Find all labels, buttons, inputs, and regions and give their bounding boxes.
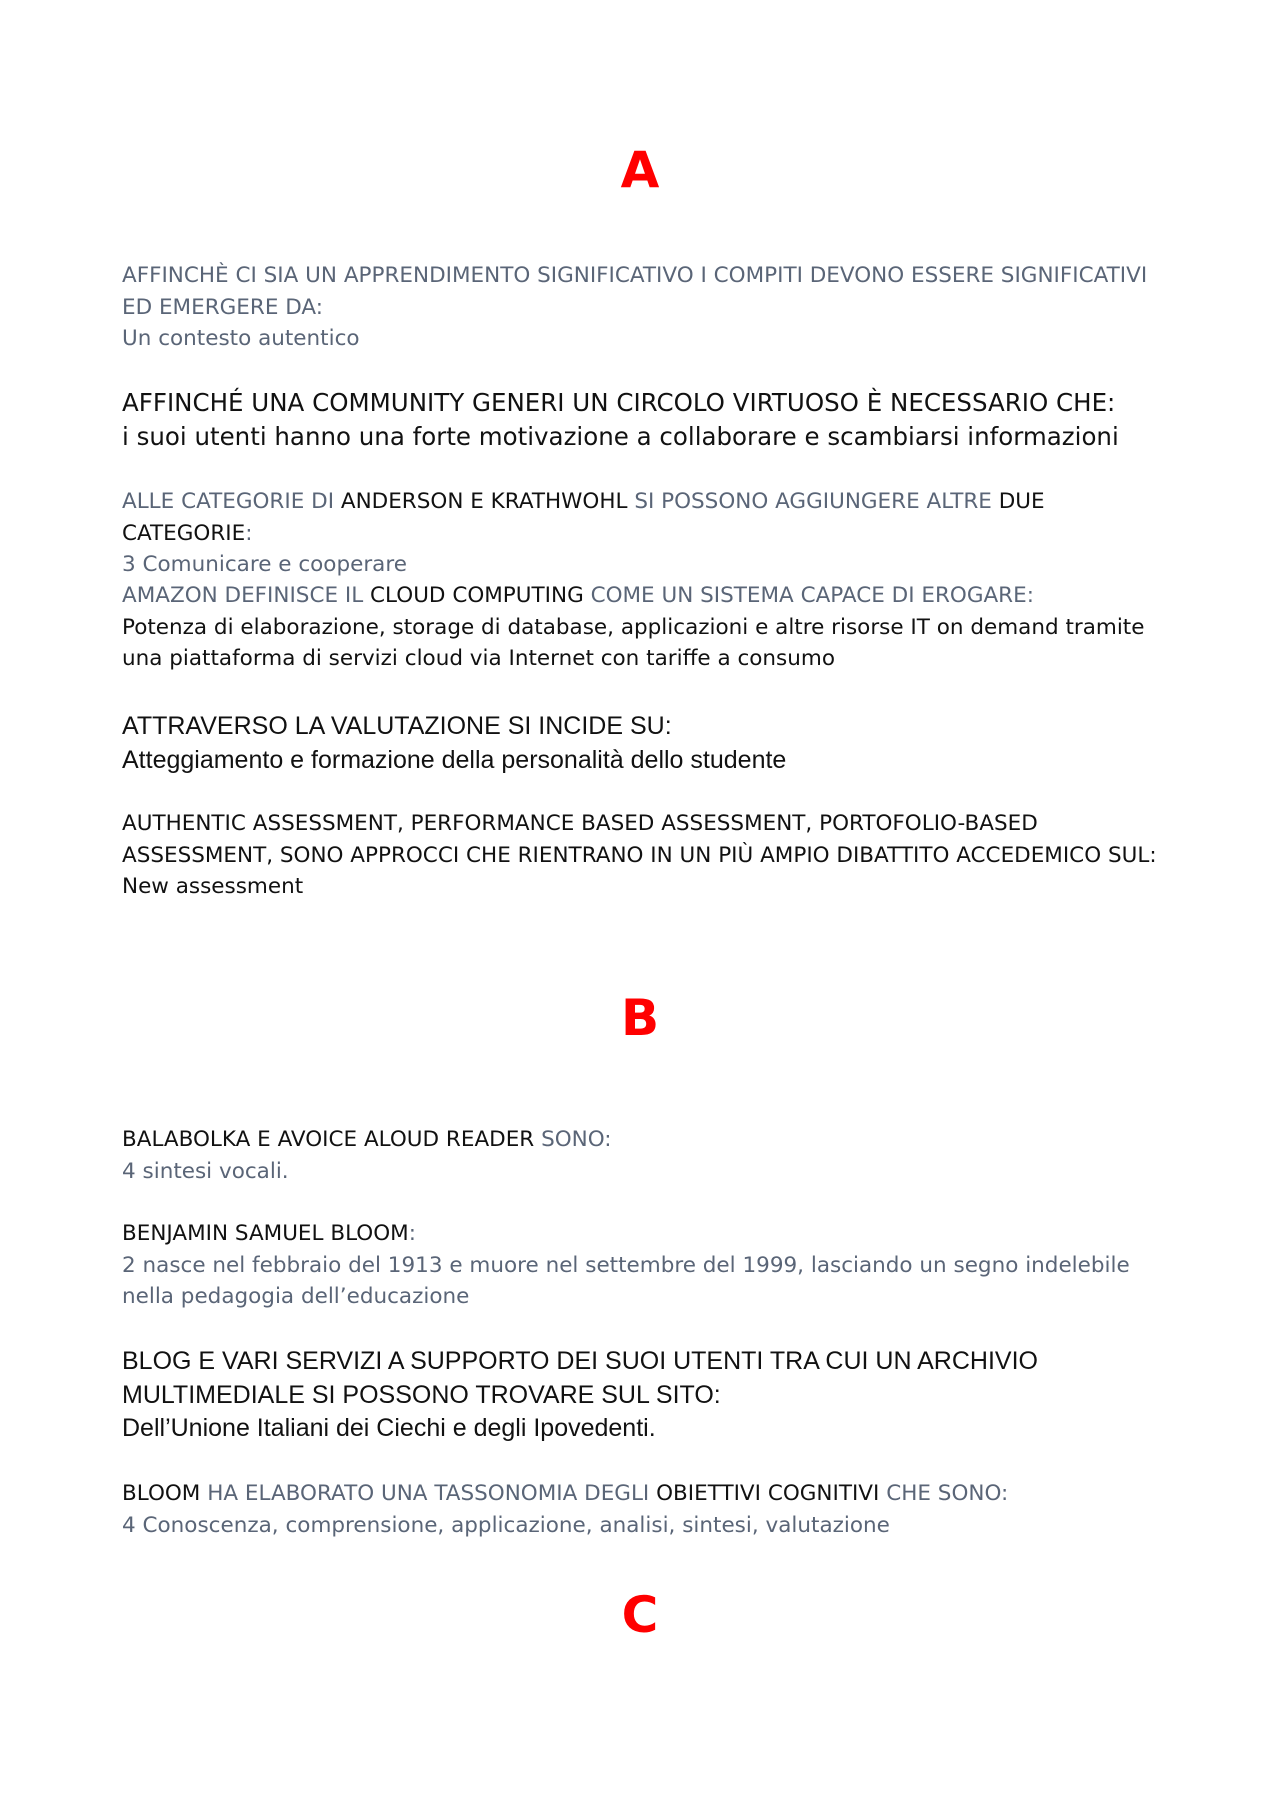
question-text: BLOG E VARI SERVIZI A SUPPORTO DEI SUOI UTENTI TRA CUI UN ARCHIVIO MULTIMEDIALE SI POSSONO TROVARE SUL SITO:: [122, 1347, 1038, 1409]
answer-text: 3 Comunicare e cooperare: [122, 552, 407, 577]
question-part: :: [408, 1221, 416, 1246]
question-part: HA ELABORATO UNA TASSONOMIA DEGLI: [200, 1481, 657, 1506]
qa-block-7: [122, 1124, 1172, 1187]
question-part: BENJAMIN SAMUEL BLOOM: [122, 1221, 409, 1246]
section-letter-a: A: [620, 141, 660, 199]
question-part: :: [245, 520, 253, 546]
qa-block-9: [122, 1345, 1172, 1446]
answer-text: i suoi utenti hanno una forte motivazione a collaborare e scambiarsi informazioni: [122, 421, 1119, 451]
question-part: BLOOM: [122, 1481, 201, 1506]
question-text: AFFINCHÉ UNA COMMUNITY GENERI UN CIRCOLO VIRTUOSO È NECESSARIO CHE:: [122, 388, 1116, 417]
question-part: SI POSSONO AGGIUNGERE ALTRE: [627, 489, 999, 514]
question-part: DUE CATEGORIE: [122, 489, 1045, 546]
question-part: ALLE CATEGORIE DI: [122, 489, 341, 514]
answer-text: Atteggiamento e formazione della personalità dello studente: [122, 745, 787, 774]
question-part: OBIETTIVI COGNITIVI: [656, 1481, 880, 1506]
qa-block-5: [122, 710, 1172, 777]
question-text: [122, 1478, 1172, 1510]
answer-text: Dell’Unione Italiani dei Ciechi e degli Ipovedenti.: [122, 1414, 656, 1442]
question-text: ATTRAVERSO LA VALUTAZIONE SI INCIDE SU:: [122, 712, 672, 740]
section-letter-c: C: [621, 1586, 659, 1644]
question-text: AUTHENTIC ASSESSMENT, PERFORMANCE BASED ASSESSMENT, PORTOFOLIO-BASED ASSESSMENT, SONO APPROCCI CHE RIENTRANO IN UN PIÙ AMPIO DIBATTITO ACCEDEMICO SUL:: [122, 811, 1157, 868]
question-text: AFFINCHÈ CI SIA UN APPRENDIMENTO SIGNIFICATIVO I COMPITI DEVONO ESSERE SIGNIFICATIVI ED EMERGERE DA:: [122, 263, 1148, 320]
answer-text: Potenza di elaborazione, storage di database, applicazioni e altre risorse IT on demand tramite una piattaforma di servizi cloud via Internet con tariffe a consumo: [122, 614, 1145, 671]
question-part: CLOUD COMPUTING: [370, 583, 584, 608]
qa-block-3: [122, 486, 1172, 581]
question-text: [122, 1124, 1172, 1156]
qa-block-2: [122, 386, 1172, 453]
question-part: ANDERSON E KRATHWOHL: [340, 489, 628, 514]
qa-block-10: [122, 1478, 1172, 1541]
question-part: SONO:: [534, 1127, 612, 1152]
question-part: BALABOLKA E AVOICE ALOUD READER: [122, 1127, 535, 1152]
question-text: [122, 1218, 1172, 1250]
qa-block-8: [122, 1218, 1172, 1313]
qa-block-4: [122, 580, 1172, 675]
qa-block-6: [122, 808, 1172, 903]
answer-text: 4 sintesi vocali.: [122, 1158, 289, 1184]
qa-block-1: [122, 260, 1172, 355]
answer-text: Un contesto autentico: [122, 326, 360, 351]
question-part: AMAZON DEFINISCE IL: [122, 583, 371, 608]
question-text: [122, 580, 1172, 612]
section-letter-b: B: [620, 989, 660, 1047]
answer-text: 4 Conoscenza, comprensione, applicazione, analisi, sintesi, valutazione: [122, 1512, 890, 1538]
question-part: COME UN SISTEMA CAPACE DI EROGARE:: [583, 583, 1034, 608]
answer-text: 2 nasce nel febbraio del 1913 e muore nel settembre del 1999, lasciando un segno indelebile nella pedagogia dell’educazione: [122, 1252, 1130, 1309]
answer-text: New assessment: [122, 874, 304, 899]
question-text: [122, 486, 1172, 549]
question-part: CHE SONO:: [879, 1481, 1009, 1506]
